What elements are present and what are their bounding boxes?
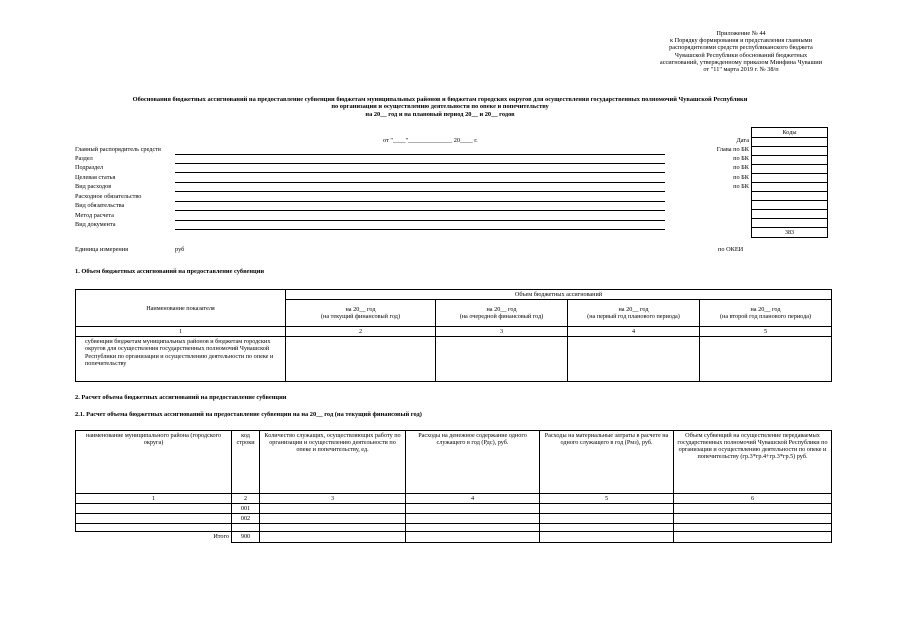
fill-line-calc-method[interactable] [175, 220, 665, 221]
budget-volume-header: Объем бюджетных ассигнований [286, 290, 832, 300]
fill-line-subsection[interactable] [175, 172, 665, 173]
col-row-code: код строки [232, 431, 260, 494]
codes-header: Коды [752, 128, 828, 138]
code-cell[interactable] [752, 156, 828, 165]
value-cell[interactable] [76, 514, 232, 524]
value-cell[interactable] [540, 514, 674, 524]
fill-line-target-item[interactable] [175, 182, 665, 183]
field-label-subsection: Подраздел [75, 164, 104, 171]
value-cell[interactable] [260, 514, 406, 524]
section21-heading: 2.1. Расчет объема бюджетных ассигнований на предоставление субвенции на на 20__ год (на текущий финансовый год) [75, 411, 422, 418]
col-number: 2 [232, 494, 260, 504]
title-line: на 20__ год и на плановый период 20__ и 20__ годов [365, 110, 515, 118]
col-number: 4 [568, 327, 700, 337]
value-cell[interactable] [76, 524, 232, 532]
field-label-section: Раздел [75, 155, 93, 162]
col-number: 2 [286, 327, 436, 337]
fill-line-expense-type[interactable] [175, 191, 665, 192]
code-cell[interactable] [752, 183, 828, 192]
title-line: Обоснования бюджетных ассигнований на предоставление субвенции бюджетам муниципальных районов и бюджетам городских округов для осуществления государственных полномочий Чувашской Республики [132, 96, 748, 103]
col-number: 5 [540, 494, 674, 504]
code-label-bk: по БК [733, 183, 749, 190]
total-code: 900 [232, 532, 260, 542]
code-label-date: Дата [736, 137, 749, 144]
col-municipality: наименование муниципального района (городского округа) [76, 431, 232, 494]
document-title [60, 96, 820, 118]
value-cell[interactable] [674, 524, 832, 532]
code-cell[interactable] [752, 210, 828, 219]
field-label-document-type: Вид документа [75, 221, 116, 228]
value-cell[interactable] [700, 337, 832, 382]
code-cell[interactable] [752, 219, 828, 228]
value-cell[interactable] [436, 337, 568, 382]
value-cell[interactable] [406, 514, 540, 524]
approval-line: от "11" марта 2019 г. № 38/п [703, 66, 779, 74]
col-number: 1 [76, 494, 232, 504]
col-material-cost: Расходы на материальные затраты в расчете на одного служащего в год (Рмз), руб. [540, 431, 674, 494]
col-plan-year-1: на 20__ год (на первый год планового периода) [568, 300, 700, 327]
value-cell[interactable] [406, 532, 540, 542]
value-cell[interactable] [76, 504, 232, 514]
code-cell[interactable] [752, 192, 828, 201]
unit-label: Единица измерения [75, 246, 129, 253]
field-label-expense-obligation: Расходное обязательство [75, 193, 142, 200]
col-employee-count: Количество служащих, осуществляющих работу по организации и осуществлению деятельности по опеке и попечительству, ед. [260, 431, 406, 494]
fill-line-expense-obligation[interactable] [175, 201, 665, 202]
date-line: от "____"______________ 20____ г. [383, 137, 478, 144]
col-number: 1 [76, 327, 286, 337]
code-label-bk: по БК [733, 164, 749, 171]
fill-line-section[interactable] [175, 163, 665, 164]
okei-value: 383 [752, 228, 828, 238]
col-number: 3 [260, 494, 406, 504]
fill-line-main-manager[interactable] [175, 154, 665, 155]
approval-line: Приложение № 44 [716, 30, 766, 37]
code-cell[interactable] [752, 174, 828, 183]
section2-heading: 2. Расчет объема бюджетных ассигнований на предоставление субвенции [75, 394, 287, 401]
fill-line-obligation-type[interactable] [175, 210, 665, 211]
value-cell[interactable] [540, 524, 674, 532]
row-code: 001 [232, 504, 260, 514]
value-cell[interactable] [260, 524, 406, 532]
col-salary-cost: Расходы на денежное содержание одного служащего в год (Рдс), руб. [406, 431, 540, 494]
total-label: Итого [76, 532, 232, 542]
value-cell[interactable] [540, 532, 674, 542]
col-number: 6 [674, 494, 832, 504]
code-label-bk: по БК [733, 174, 749, 181]
field-label-target-item: Целевая статья [75, 174, 116, 181]
code-cell-date[interactable] [752, 138, 828, 147]
value-cell[interactable] [540, 504, 674, 514]
value-cell[interactable] [286, 337, 436, 382]
value-cell[interactable] [568, 337, 700, 382]
title-line: по организации и осуществлению деятельности по опеке и попечительству [331, 103, 549, 111]
codes-table [751, 127, 828, 238]
field-label-calc-method: Метод расчета [75, 212, 114, 219]
field-label-obligation-type: Вид обязательства [75, 202, 125, 209]
value-cell[interactable] [674, 532, 832, 542]
unit-value: руб [175, 246, 185, 253]
col-number: 4 [406, 494, 540, 504]
col-next-year: на 20__ год (на очередной финансовый год) [436, 300, 568, 327]
value-cell[interactable] [406, 504, 540, 514]
value-cell[interactable] [674, 504, 832, 514]
col-subvention-volume: Объем субвенций на осуществление передаваемых государственных полномочий Чувашской Республики по организации и осуществлению деятельности по опеке и попечительству (гр.3*гр.4+гр.3*гр.5) руб. [674, 431, 832, 494]
approval-block [606, 30, 876, 73]
col-number: 5 [700, 327, 832, 337]
approval-line: распорядителями средств республиканского бюджета [669, 44, 813, 52]
section21-table [75, 430, 832, 543]
section1-heading: 1. Объем бюджетных ассигнований на предоставление субвенции [75, 268, 265, 275]
col-current-year: на 20__ год (на текущий финансовый год) [286, 300, 436, 327]
value-cell[interactable] [260, 504, 406, 514]
col-number: 3 [436, 327, 568, 337]
code-label-chapter: Глава по БК [716, 146, 749, 153]
value-cell[interactable] [260, 532, 406, 542]
col-plan-year-2: на 20__ год (на второй год планового периода) [700, 300, 832, 327]
approval-line: Чувашской Республики обоснований бюджетных [674, 51, 808, 59]
value-cell[interactable] [406, 524, 540, 532]
code-cell-chapter[interactable] [752, 147, 828, 156]
field-label-expense-type: Вид расходов [75, 183, 112, 190]
field-label-main-manager: Главный распорядитель средств [75, 146, 162, 153]
section1-table [75, 289, 832, 382]
code-cell[interactable] [752, 165, 828, 174]
row-code: 002 [232, 514, 260, 524]
code-label-bk: по БК [733, 155, 749, 162]
col-indicator-name: Наименование показателя [76, 290, 286, 327]
subvention-row-label: субвенции бюджетам муниципальных районов и бюджетам городских округов для осуществления государственных полномочий Чувашской Республики по организации и осуществлению деятельности по опеке и попечительству [76, 337, 286, 382]
approval-line: ассигнований, утвержденному приказом Минфина Чувашии [659, 58, 823, 66]
approval-line: к Порядку формирования и представления главными [669, 37, 813, 45]
value-cell[interactable] [674, 514, 832, 524]
code-cell[interactable] [752, 201, 828, 210]
value-cell[interactable] [232, 524, 260, 532]
okei-label: по ОКЕИ [718, 246, 744, 253]
fill-line-document-type[interactable] [175, 229, 665, 230]
